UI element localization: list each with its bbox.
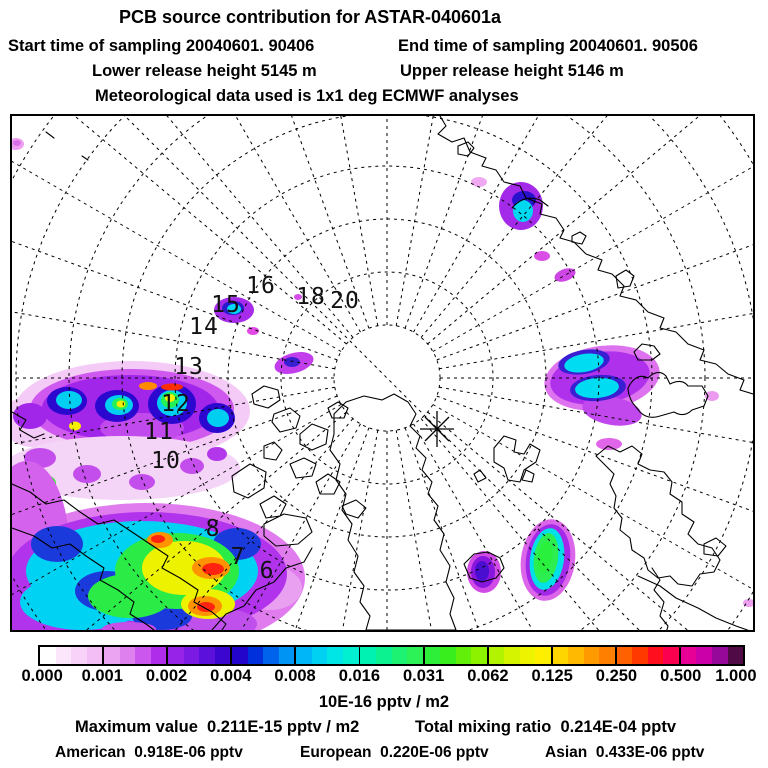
flight-hour-label: 14 [189, 314, 219, 340]
colorbar-segment [296, 647, 360, 664]
colorbar-tick-label: 0.008 [274, 667, 316, 685]
start-time-label: Start time of sampling 20040601. 90406 [8, 37, 315, 55]
colorbar-segments [40, 647, 743, 664]
contour-spots-laptev [471, 177, 577, 284]
coast-severnaya [616, 270, 634, 288]
colorbar-tick-label: 0.250 [595, 667, 638, 685]
colorbar-tick-label: 0.002 [145, 667, 188, 685]
flight-hour-label: 7 [230, 544, 246, 570]
colorbar-segment [617, 647, 681, 664]
upper-release-label: Upper release height 5146 m [400, 62, 624, 80]
american-contribution-label: American 0.918E-06 pptv [55, 744, 243, 761]
colorbar-tick-label: 0.004 [210, 667, 252, 685]
flight-hour-label: 12 [161, 391, 191, 417]
colorbar-tick-label: 0.000 [21, 667, 63, 685]
colorbar-unit-label: 10E-16 pptv / m2 [318, 693, 450, 711]
colorbar-segment [425, 647, 489, 664]
colorbar-tick-label: 0.062 [467, 667, 509, 685]
colorbar-segment [553, 647, 617, 664]
asian-contribution-label: Asian 0.433E-06 pptv [545, 744, 705, 761]
colorbar-segment [681, 647, 743, 664]
end-time-label: End time of sampling 20040601. 90506 [398, 37, 698, 55]
coast-scandinavia [596, 446, 720, 586]
colorbar-segment [104, 647, 168, 664]
total-mixing-ratio-label: Total mixing ratio 0.214E-04 pptv [415, 718, 677, 736]
colorbar-segment [489, 647, 553, 664]
polar-map [12, 116, 753, 630]
colorbar-tick-label: 0.016 [338, 667, 381, 685]
colorbar [38, 645, 745, 666]
coast-svalbard-c [474, 470, 486, 482]
colorbar-tick-label: 0.001 [81, 667, 123, 685]
coast-island-a [458, 142, 474, 156]
colorbar-tick-label: 0.500 [660, 667, 702, 685]
contour-spots-kara-sea [540, 338, 719, 450]
colorbar-segment [168, 647, 232, 664]
flight-hour-label: 6 [259, 558, 275, 584]
flight-hour-label: 15 [211, 292, 241, 318]
flight-hour-label: 13 [174, 354, 204, 380]
flight-hour-label: 20 [330, 288, 360, 314]
lower-release-label: Lower release height 5145 m [92, 62, 317, 80]
colorbar-tick-label: 1.000 [715, 667, 757, 685]
contour-dot-left-edge [12, 138, 24, 150]
colorbar-segment [232, 647, 296, 664]
colorbar-segment [360, 647, 424, 664]
map-panel [10, 114, 755, 632]
colorbar-tick-label: 0.031 [402, 667, 445, 685]
flight-hour-label: 11 [144, 419, 174, 445]
colorbar-segment [40, 647, 104, 664]
colorbar-tick-label: 0.125 [531, 667, 573, 685]
maximum-value-label: Maximum value 0.211E-15 pptv / m2 [75, 718, 360, 736]
flight-hour-label: 8 [205, 516, 221, 542]
coast-island-b [572, 232, 586, 244]
colorbar-ticks [21, 667, 757, 689]
flight-hour-label: 16 [246, 273, 276, 299]
flight-hour-label: 10 [151, 448, 181, 474]
flight-hour-label: 18 [296, 284, 326, 310]
page-title: PCB source contribution for ASTAR-040601a [118, 7, 502, 27]
european-contribution-label: European 0.220E-06 pptv [300, 744, 489, 761]
coast-svalbard [494, 436, 540, 482]
coast-top-left-marks [46, 132, 88, 160]
met-data-label: Meteorological data used is 1x1 deg ECMWF analyses [95, 87, 519, 105]
